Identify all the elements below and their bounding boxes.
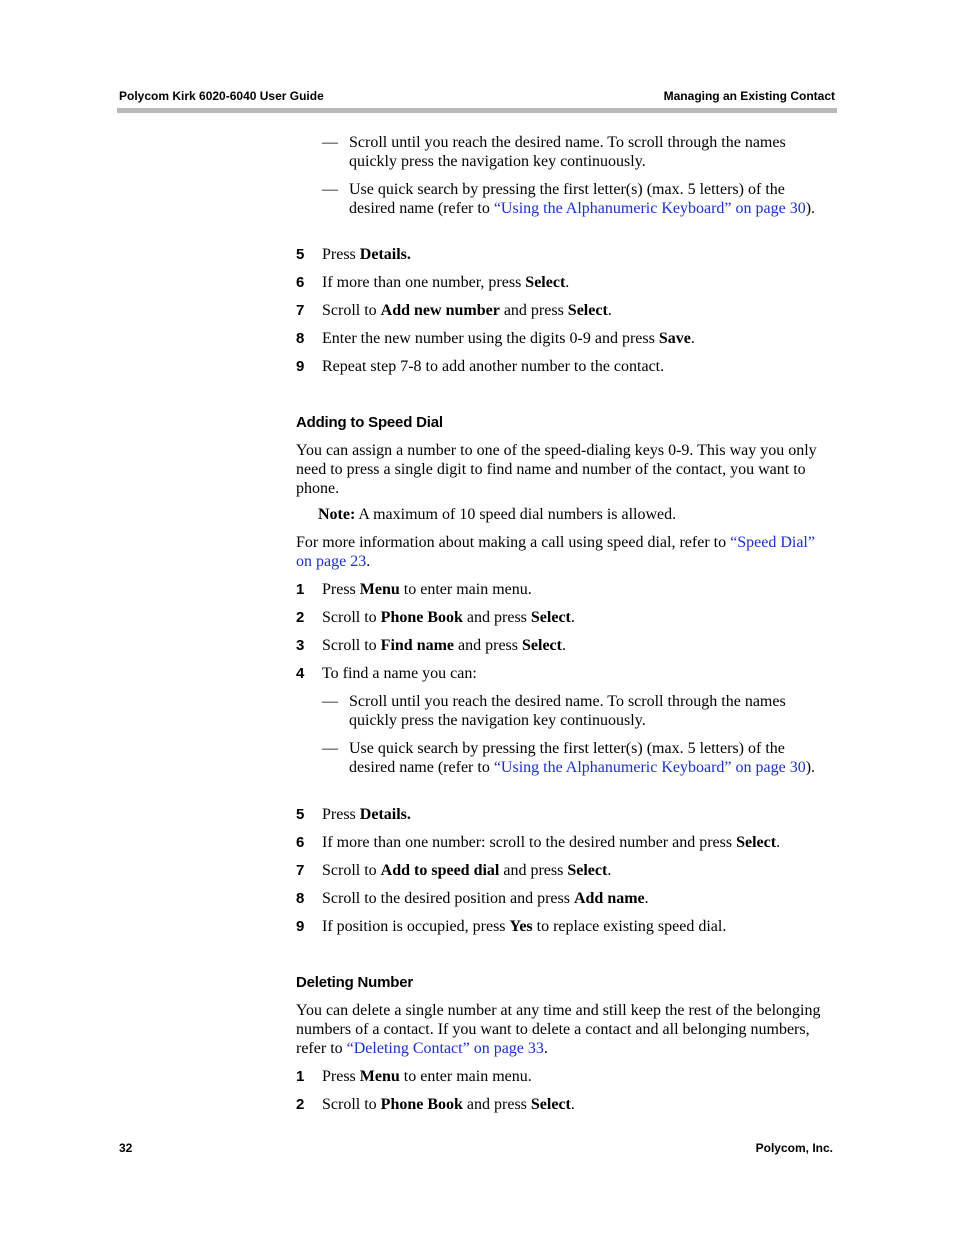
step-text: To find a name you can: — [322, 665, 477, 682]
step-text: Scroll to Phone Book and press Select. — [322, 609, 575, 626]
list-item — [296, 692, 836, 730]
page-number: 32 — [119, 1141, 133, 1155]
step-item — [296, 833, 836, 852]
list-item — [296, 739, 836, 777]
step-item — [296, 1067, 836, 1086]
step-item — [296, 357, 836, 376]
note-text: A maximum of 10 speed dial numbers is allowed. — [355, 506, 677, 523]
speed-dial-link[interactable]: “Speed Dial” on page 23 — [296, 534, 815, 570]
running-header-title: Polycom Kirk 6020-6040 User Guide — [119, 89, 324, 103]
step-number: 8 — [296, 890, 305, 907]
step-item — [296, 636, 836, 655]
footer-company: Polycom, Inc. — [755, 1141, 833, 1155]
section-heading-speed-dial: Adding to Speed Dial — [296, 414, 443, 431]
cross-reference-page-link[interactable]: 30 — [789, 200, 806, 217]
cross-reference-page-link[interactable]: 30 — [789, 759, 806, 776]
step-text: Scroll to Find name and press Select. — [322, 637, 566, 654]
header-rule — [117, 108, 837, 113]
step-number: 2 — [296, 609, 305, 626]
speed-dial-intro: You can assign a number to one of the speed-dialing keys 0-9. This way you only need to press a single digit to find name and number of the contact, you want to phone. — [296, 442, 817, 497]
list-item-text: Scroll until you reach the desired name. To scroll through the names quickly press the navigation key continuously. — [349, 693, 786, 729]
step-text: Scroll to Add new number and press Select. — [322, 302, 612, 319]
step-text: Scroll to Add to speed dial and press Select. — [322, 862, 612, 879]
em-dash-bullet: — — [322, 134, 338, 151]
step-text: Repeat step 7-8 to add another number to the contact. — [322, 358, 665, 375]
step-text: If more than one number: scroll to the desired number and press Select. — [322, 834, 781, 851]
em-dash-bullet: — — [322, 740, 338, 757]
step-number: 7 — [296, 862, 305, 879]
list-item-text-post: ). — [805, 200, 816, 217]
step-text: Press Menu to enter main menu. — [322, 1068, 532, 1085]
list-item-text-pre: Use quick search by pressing the first letter(s) (max. 5 letters) of the desired name (refer to — [349, 740, 785, 776]
speed-dial-more-info: For more information about making a call using speed dial, refer to “Speed Dial” on page 23. — [296, 534, 815, 570]
step-text: Press Menu to enter main menu. — [322, 581, 532, 598]
step-number: 6 — [296, 274, 305, 291]
step-item — [296, 580, 836, 599]
step-item — [296, 861, 836, 880]
note — [318, 505, 858, 524]
step-number: 8 — [296, 330, 305, 347]
section-heading-deleting-number: Deleting Number — [296, 974, 414, 991]
list-item — [296, 180, 836, 218]
step-text: Enter the new number using the digits 0-9 and press Save. — [322, 330, 695, 347]
step-number: 1 — [296, 1068, 305, 1085]
running-header-section: Managing an Existing Contact — [663, 89, 835, 103]
note-label: Note: — [318, 506, 356, 523]
step-number: 9 — [296, 358, 305, 375]
step-text: Scroll to Phone Book and press Select. — [322, 1096, 575, 1113]
step-number: 3 — [296, 637, 305, 654]
step-number: 1 — [296, 581, 305, 598]
step-item — [296, 245, 836, 264]
step-number: 4 — [296, 665, 305, 682]
step-item — [296, 329, 836, 348]
step-text: If more than one number, press Select. — [322, 274, 570, 291]
list-item-text — [349, 739, 829, 777]
step-item — [296, 1095, 836, 1114]
step-text: Scroll to the desired position and press Add name. — [322, 890, 649, 907]
em-dash-bullet: — — [322, 693, 338, 710]
cross-reference-link[interactable]: “Using the Alphanumeric Keyboard” on page — [493, 759, 786, 776]
step-text: If position is occupied, press Yes to replace existing speed dial. — [322, 918, 727, 935]
step-number: 6 — [296, 834, 305, 851]
step-item — [296, 664, 836, 683]
step-item — [296, 805, 836, 824]
em-dash-bullet: — — [322, 181, 338, 198]
step-text: Press Details. — [322, 246, 411, 263]
deleting-contact-link[interactable]: “Deleting Contact” on page 33 — [346, 1040, 544, 1057]
list-item-text: Scroll until you reach the desired name. To scroll through the names quickly press the navigation key continuously. — [349, 134, 786, 170]
step-item — [296, 273, 836, 292]
step-number: 7 — [296, 302, 305, 319]
list-item-text-pre: Use quick search by pressing the first letter(s) (max. 5 letters) of the desired name (refer to — [349, 181, 785, 217]
step-number: 9 — [296, 918, 305, 935]
step-item — [296, 889, 836, 908]
step-number: 5 — [296, 246, 305, 263]
step-item — [296, 917, 836, 936]
list-item-text — [349, 180, 829, 218]
list-item — [296, 133, 836, 171]
step-number: 2 — [296, 1096, 305, 1113]
step-item — [296, 608, 836, 627]
step-number: 5 — [296, 806, 305, 823]
deleting-intro: You can delete a single number at any time and still keep the rest of the belonging numbers of a contact. If you want to delete a contact and all belonging numbers, refer to “Deleting Contact” on page 33. — [296, 1002, 821, 1057]
cross-reference-link[interactable]: “Using the Alphanumeric Keyboard” on page — [493, 200, 786, 217]
step-item — [296, 301, 836, 320]
step-text: Press Details. — [322, 806, 411, 823]
list-item-text-post: ). — [805, 759, 816, 776]
